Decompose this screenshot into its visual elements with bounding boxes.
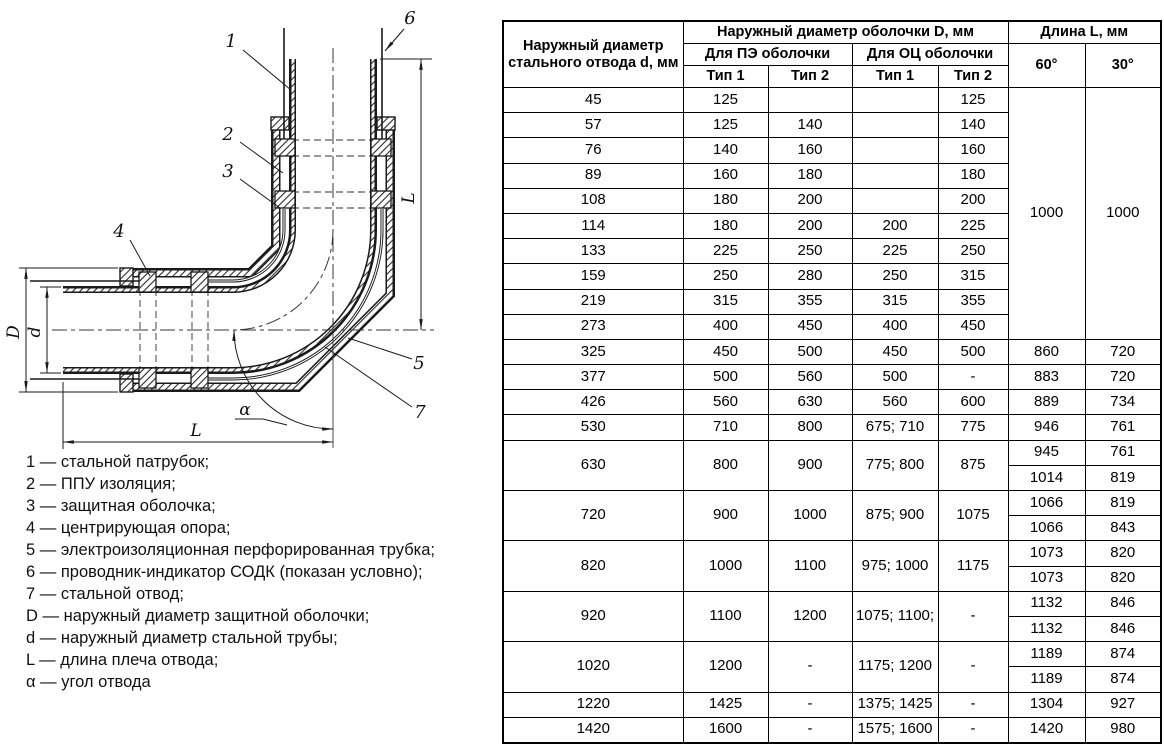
cell-pe2: 800: [768, 415, 852, 440]
cell-oc2: -: [938, 717, 1008, 743]
cell-pe2: -: [768, 717, 852, 743]
legend-line: 6 — проводник-индикатор СОДК (показан условно);: [26, 563, 423, 581]
cell-d: 219: [503, 289, 683, 314]
legend-line: d — наружный диаметр стальной трубы;: [26, 629, 338, 647]
header-60deg: 60°: [1008, 44, 1085, 88]
cell-pe1: 450: [683, 339, 768, 364]
legend-line: 7 — стальной отвод;: [26, 585, 184, 603]
table-header: [503, 21, 1161, 88]
cell-l60: 946: [1008, 415, 1085, 440]
cell-pe1: 250: [683, 264, 768, 289]
cell-d: 133: [503, 239, 683, 264]
cell-pe2: 900: [768, 440, 852, 490]
cell-pe1: 800: [683, 440, 768, 490]
cell-l60: 1420: [1008, 717, 1085, 743]
dim-label-L-right: L: [399, 192, 419, 204]
cell-pe2: 200: [768, 213, 852, 238]
table-row: [503, 440, 1161, 465]
cell-oc2: 875: [938, 440, 1008, 490]
legend-line: L — длина плеча отвода;: [26, 651, 219, 669]
cell-l30: 720: [1085, 339, 1161, 364]
cell-d: 89: [503, 163, 683, 188]
table-row: [503, 88, 1161, 113]
cell-oc1: 225: [852, 239, 938, 264]
table-row: [503, 692, 1161, 717]
cell-pe1: 180: [683, 213, 768, 238]
cell-oc1: [852, 138, 938, 163]
cell-oc1: 975; 1000: [852, 541, 938, 591]
cell-oc1: 775; 800: [852, 440, 938, 490]
legend-line: 5 — электроизоляционная перфорированная трубка;: [26, 541, 435, 559]
cell-pe2: [768, 88, 852, 113]
cell-oc1: 1375; 1425: [852, 692, 938, 717]
cell-pe1: 315: [683, 289, 768, 314]
cell-pe1: 900: [683, 491, 768, 541]
cell-oc2: 600: [938, 390, 1008, 415]
cell-d: 1420: [503, 717, 683, 743]
cell-oc1: [852, 163, 938, 188]
cell-l30: 1000: [1085, 88, 1161, 340]
cell-pe1: 560: [683, 390, 768, 415]
dim-label-d: d: [25, 326, 45, 338]
cell-pe2: 560: [768, 365, 852, 390]
legend-line: α — угол отвода: [26, 673, 151, 691]
cell-oc1: 250: [852, 264, 938, 289]
cell-l30: 820: [1085, 541, 1161, 566]
cell-oc1: [852, 88, 938, 113]
cell-oc1: 560: [852, 390, 938, 415]
table-body: [503, 88, 1161, 743]
cell-d: 76: [503, 138, 683, 163]
cell-l30: 980: [1085, 717, 1161, 743]
cell-l30: 874: [1085, 642, 1161, 667]
cell-l60: 1073: [1008, 541, 1085, 566]
cell-pe1: 710: [683, 415, 768, 440]
cell-d: 820: [503, 541, 683, 591]
table-row: [503, 717, 1161, 743]
cell-l30: 761: [1085, 415, 1161, 440]
cell-d: 45: [503, 88, 683, 113]
cell-pe2: 200: [768, 188, 852, 213]
dim-label-D: D: [4, 325, 24, 339]
elbow-drawing: [0, 0, 500, 455]
cell-l60: 1066: [1008, 491, 1085, 516]
cell-d: 159: [503, 264, 683, 289]
dim-label-alpha: α: [239, 400, 251, 420]
cell-pe2: 1000: [768, 491, 852, 541]
cell-oc2: 160: [938, 138, 1008, 163]
cell-pe1: 160: [683, 163, 768, 188]
cell-oc2: -: [938, 591, 1008, 641]
header-pe-type2: Тип 2: [768, 66, 852, 88]
cell-d: 530: [503, 415, 683, 440]
cell-l60: 945: [1008, 440, 1085, 465]
cell-d: 426: [503, 390, 683, 415]
cell-pe1: 1100: [683, 591, 768, 641]
cell-oc1: 500: [852, 365, 938, 390]
cell-d: 114: [503, 213, 683, 238]
cell-l60: 1066: [1008, 516, 1085, 541]
cell-oc1: 675; 710: [852, 415, 938, 440]
header-pe-casing: Для ПЭ оболочки: [683, 44, 852, 66]
table-row: [503, 541, 1161, 566]
cell-pe2: 250: [768, 239, 852, 264]
cell-pe1: 1600: [683, 717, 768, 743]
cell-l30: 874: [1085, 667, 1161, 692]
callout-4: 4: [113, 221, 125, 242]
cell-oc2: 125: [938, 88, 1008, 113]
cell-pe1: 400: [683, 314, 768, 339]
cell-d: 720: [503, 491, 683, 541]
cell-l60: 1000: [1008, 88, 1085, 340]
cell-oc2: 355: [938, 289, 1008, 314]
cell-l30: 820: [1085, 566, 1161, 591]
cell-oc2: -: [938, 365, 1008, 390]
cell-pe2: 180: [768, 163, 852, 188]
cell-d: 57: [503, 113, 683, 138]
cell-l60: 1189: [1008, 667, 1085, 692]
cell-oc2: 140: [938, 113, 1008, 138]
cell-l60: 1132: [1008, 591, 1085, 616]
cell-pe2: 450: [768, 314, 852, 339]
cell-l30: 819: [1085, 491, 1161, 516]
cell-pe1: 1425: [683, 692, 768, 717]
cell-oc1: 1175; 1200: [852, 642, 938, 692]
cell-d: 273: [503, 314, 683, 339]
cell-oc1: 315: [852, 289, 938, 314]
header-oc-casing: Для ОЦ оболочки: [852, 44, 1008, 66]
callout-6: 6: [404, 8, 416, 29]
cell-l30: 819: [1085, 465, 1161, 490]
table-row: [503, 390, 1161, 415]
cell-oc2: 775: [938, 415, 1008, 440]
cell-d: 1020: [503, 642, 683, 692]
cell-l60: 889: [1008, 390, 1085, 415]
cell-d: 377: [503, 365, 683, 390]
cell-pe2: 1100: [768, 541, 852, 591]
cell-d: 1220: [503, 692, 683, 717]
cell-oc1: [852, 113, 938, 138]
cell-oc2: 500: [938, 339, 1008, 364]
header-pe-type1: Тип 1: [683, 66, 768, 88]
legend-line: 3 — защитная оболочка;: [26, 497, 216, 515]
cell-oc2: 180: [938, 163, 1008, 188]
dim-label-L-bottom: L: [190, 421, 202, 441]
cell-l30: 720: [1085, 365, 1161, 390]
cell-l30: 846: [1085, 591, 1161, 616]
cell-d: 630: [503, 440, 683, 490]
legend: [26, 451, 496, 693]
cell-pe2: -: [768, 692, 852, 717]
cell-oc2: 1175: [938, 541, 1008, 591]
cell-l60: 1014: [1008, 465, 1085, 490]
cell-oc2: 225: [938, 213, 1008, 238]
table-panel: [502, 20, 1162, 744]
cell-d: 108: [503, 188, 683, 213]
callout-3: 3: [222, 161, 234, 182]
cell-l60: 860: [1008, 339, 1085, 364]
header-oc-type2: Тип 2: [938, 66, 1008, 88]
cell-oc1: 875; 900: [852, 491, 938, 541]
cell-oc2: -: [938, 642, 1008, 692]
cell-l30: 843: [1085, 516, 1161, 541]
table-row: [503, 365, 1161, 390]
header-30deg: 30°: [1085, 44, 1161, 88]
cell-oc2: 250: [938, 239, 1008, 264]
drawing-panel: [0, 0, 500, 455]
header-oc-type1: Тип 1: [852, 66, 938, 88]
cell-oc2: 1075: [938, 491, 1008, 541]
cell-oc1: 400: [852, 314, 938, 339]
cell-pe1: 125: [683, 113, 768, 138]
cell-oc1: [852, 188, 938, 213]
cell-oc2: 200: [938, 188, 1008, 213]
table-row: [503, 491, 1161, 516]
cell-pe1: 125: [683, 88, 768, 113]
cell-pe2: 355: [768, 289, 852, 314]
cell-pe1: 140: [683, 138, 768, 163]
table-row: [503, 339, 1161, 364]
cell-d: 325: [503, 339, 683, 364]
legend-line: 4 — центрирующая опора;: [26, 519, 231, 537]
cell-pe2: 1200: [768, 591, 852, 641]
header-length-group: Длина L, мм: [1008, 21, 1161, 44]
cell-pe2: 630: [768, 390, 852, 415]
cell-l30: 761: [1085, 440, 1161, 465]
legend-line: 2 — ППУ изоляция;: [26, 475, 176, 493]
cell-pe2: 160: [768, 138, 852, 163]
cell-pe2: 140: [768, 113, 852, 138]
cell-pe1: 1200: [683, 642, 768, 692]
header-pipe-diameter: Наружный диаметр стального отвода d, мм: [503, 21, 683, 88]
table-row: [503, 415, 1161, 440]
header-casing-diameter-group: Наружный диаметр оболочки D, мм: [683, 21, 1008, 44]
table-row: [503, 642, 1161, 667]
cell-l60: 1073: [1008, 566, 1085, 591]
cell-oc1: 450: [852, 339, 938, 364]
cell-pe2: 500: [768, 339, 852, 364]
callout-5: 5: [413, 353, 425, 374]
callout-7: 7: [414, 402, 426, 423]
cell-l30: 734: [1085, 390, 1161, 415]
cell-oc2: 315: [938, 264, 1008, 289]
cell-l30: 846: [1085, 616, 1161, 641]
cell-oc1: 1575; 1600: [852, 717, 938, 743]
cell-pe1: 500: [683, 365, 768, 390]
cell-d: 920: [503, 591, 683, 641]
cell-l60: 883: [1008, 365, 1085, 390]
dimensions-table: [502, 20, 1162, 744]
cell-pe1: 1000: [683, 541, 768, 591]
cell-pe2: -: [768, 642, 852, 692]
cell-l60: 1132: [1008, 616, 1085, 641]
cell-oc1: 1075; 1100;: [852, 591, 938, 641]
callout-2: 2: [222, 124, 234, 145]
cell-l60: 1304: [1008, 692, 1085, 717]
cell-oc1: 200: [852, 213, 938, 238]
cell-l30: 927: [1085, 692, 1161, 717]
cell-oc2: 450: [938, 314, 1008, 339]
cell-pe1: 180: [683, 188, 768, 213]
cell-l60: 1189: [1008, 642, 1085, 667]
legend-line: D — наружный диаметр защитной оболочки;: [26, 607, 370, 625]
legend-line: 1 — стальной патрубок;: [26, 453, 210, 471]
cell-pe1: 225: [683, 239, 768, 264]
table-row: [503, 591, 1161, 616]
cell-oc2: -: [938, 692, 1008, 717]
cell-pe2: 280: [768, 264, 852, 289]
callout-1: 1: [225, 31, 237, 52]
